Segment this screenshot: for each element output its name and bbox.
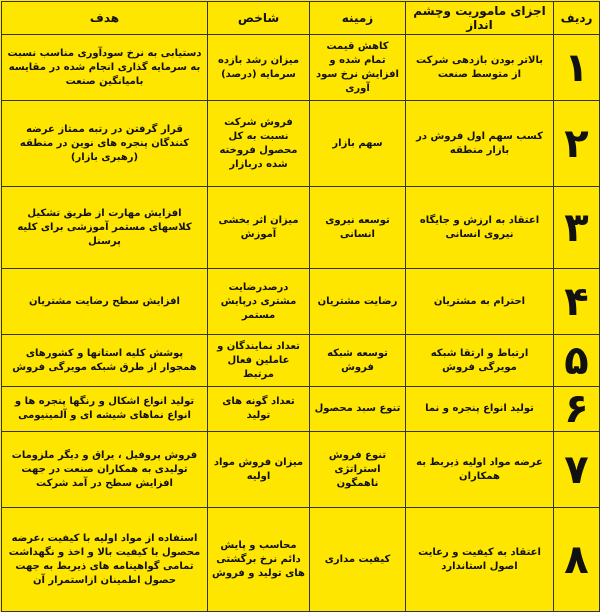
header-row-number: ردیف (554, 2, 600, 35)
indicator-cell: میزان رشد بازده سرمایه (درصد) (208, 35, 310, 101)
indicator-cell: درصدرضایت مشتری درپایش مستمر (208, 269, 310, 335)
header-indicator: شاخص (208, 2, 310, 35)
table-row (2, 432, 600, 508)
table-row (2, 335, 600, 387)
row-number: ۸ (554, 508, 600, 612)
field-cell: رضایت مشتریان (310, 269, 406, 335)
row-number: ۳ (554, 187, 600, 269)
table-row (2, 508, 600, 612)
header-goal: هدف (2, 2, 208, 35)
indicator-cell: محاسب و پایش دائم نرخ برگشتی های تولید و فروش (208, 508, 310, 612)
table-row (2, 101, 600, 187)
component-cell: اعتقاد به ارزش و جایگاه نیروی انسانی (406, 187, 554, 269)
goal-cell: تولید انواع اشکال و رنگها پنجره ها و انواع نماهای شیشه ای و آلمینیومی (2, 387, 208, 432)
indicator-cell: تعداد نمایندگان و عاملین فعال مرتبط (208, 335, 310, 387)
field-cell: کاهش قیمت تمام شده و افزایش نرخ سود آوری (310, 35, 406, 101)
row-number: ۵ (554, 335, 600, 387)
row-number: ۶ (554, 387, 600, 432)
field-cell: تنوع سبد محصول (310, 387, 406, 432)
goal-cell: قرار گرفتن در رتبه ممتاز عرضه کنندگان پنجره های نوین در منطقه (رهبری بازار) (2, 101, 208, 187)
field-cell: تنوع فروش استراتژی ناهمگون (310, 432, 406, 508)
component-cell: تولید انواع پنجره و نما (406, 387, 554, 432)
goal-cell: پوشش کلیه استانها و کشورهای همجوار از طرق شبکه مویرگی فروش (2, 335, 208, 387)
mission-table (1, 1, 600, 612)
row-number: ۷ (554, 432, 600, 508)
field-cell: توسعه نیروی انسانی (310, 187, 406, 269)
component-cell: بالاتر بودن بازدهی شرکت از متوسط صنعت (406, 35, 554, 101)
field-cell: توسعه شبکه فروش (310, 335, 406, 387)
field-cell: سهم بازار (310, 101, 406, 187)
component-cell: احترام به مشتریان (406, 269, 554, 335)
indicator-cell: میزان اثر بخشی آموزش (208, 187, 310, 269)
indicator-cell: فروش شرکت نسبت به کل محصول فروخته شده دربازار (208, 101, 310, 187)
goal-cell: استفاده از مواد اولیه با کیفیت ،عرضه محصول با کیفیت بالا و اخذ و نگهداشت تمامی گواهینامه های ذیربط به جهت حصول اطمینان ازاستمرار آن (2, 508, 208, 612)
component-cell: ارتباط و ارتقا شبکه مویرگی فروش (406, 335, 554, 387)
goal-cell: فروش پروفیل ، یراق و دیگر ملزومات تولیدی به همکاران صنعت در جهت افزایش سطح در آمد شرکت (2, 432, 208, 508)
header-row (2, 2, 600, 35)
header-field: زمینه (310, 2, 406, 35)
goal-cell: افزایش سطح رضایت مشتریان (2, 269, 208, 335)
row-number: ۱ (554, 35, 600, 101)
row-number: ۲ (554, 101, 600, 187)
goal-cell: دستیابی به نرخ سودآوری مناسب نسبت به سرمایه گذاری انجام شده در مقایسه بامیانگین صنعت (2, 35, 208, 101)
header-component: اجزای ماموریت وچشم انداز (406, 2, 554, 35)
table-row (2, 269, 600, 335)
table-row (2, 387, 600, 432)
table-row (2, 187, 600, 269)
row-number: ۴ (554, 269, 600, 335)
goal-cell: افزایش مهارت از طریق تشکیل کلاسهای مستمر آموزشی برای کلیه پرسنل (2, 187, 208, 269)
indicator-cell: میزان فروش مواد اولیه (208, 432, 310, 508)
component-cell: کسب سهم اول فروش در بازار منطقه (406, 101, 554, 187)
component-cell: اعتقاد به کیفیت و رعایت اصول استاندارد (406, 508, 554, 612)
field-cell: کیفیت مداری (310, 508, 406, 612)
indicator-cell: تعداد گونه های تولید (208, 387, 310, 432)
component-cell: عرضه مواد اولیه ذیربط به همکاران (406, 432, 554, 508)
table-row (2, 35, 600, 101)
